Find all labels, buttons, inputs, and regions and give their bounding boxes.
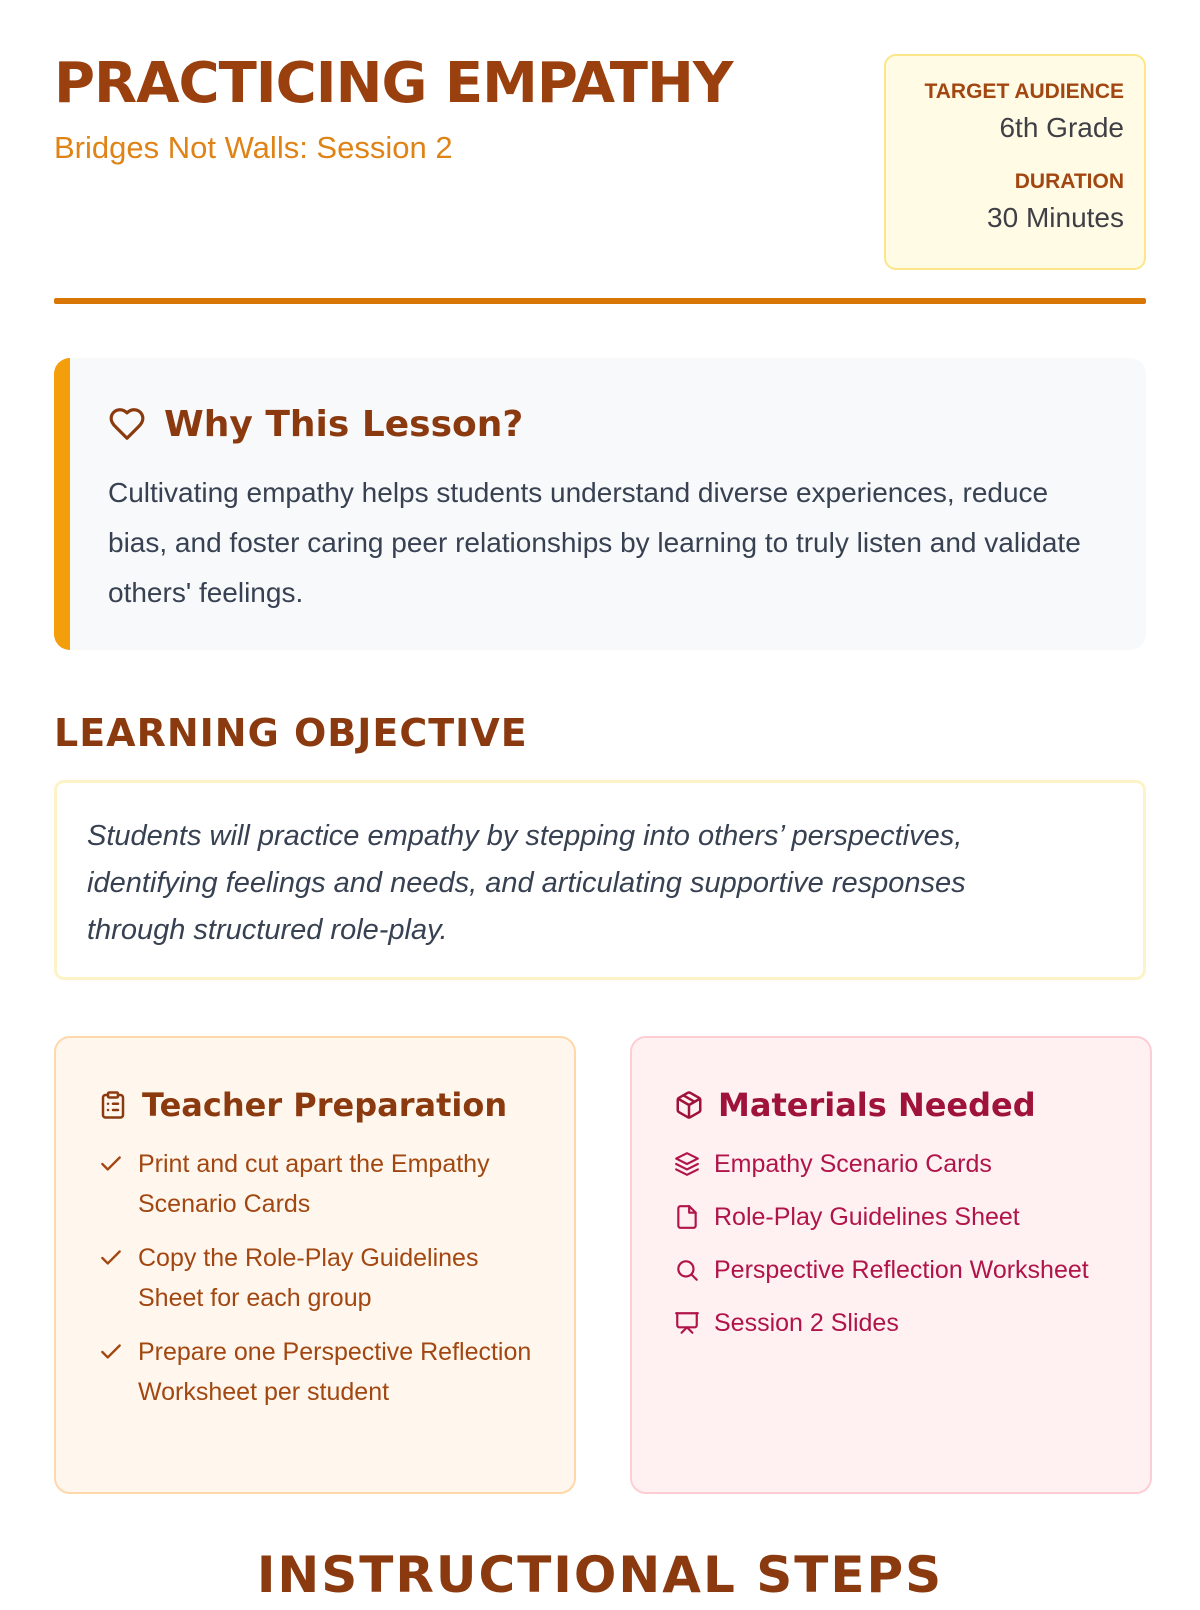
preparation-item-text: Prepare one Perspective Reflection Worksheet per student — [138, 1338, 532, 1406]
header-divider — [54, 298, 1146, 304]
list-item — [98, 1144, 538, 1224]
search-icon — [674, 1257, 700, 1283]
check-icon — [98, 1245, 124, 1271]
list-item — [674, 1303, 1114, 1343]
check-icon — [98, 1339, 124, 1365]
heart-icon — [108, 405, 146, 443]
objective-text: Students will practice empathy by stepping into others’ perspectives, identifying feelings and needs, and articulating supportive responses through structured role-play. — [87, 820, 966, 946]
list-item — [674, 1250, 1114, 1290]
instructional-steps-heading: INSTRUCTIONAL STEPS — [256, 1546, 944, 1604]
preparation-item-text: Copy the Role-Play Guidelines Sheet for each group — [138, 1244, 479, 1312]
layers-icon — [674, 1151, 700, 1177]
list-item — [98, 1238, 538, 1318]
preparation-list — [98, 1144, 538, 1426]
why-text: Cultivating empathy helps students understand diverse experiences, reduce bias, and foster caring peer relationships by learning to truly listen and validate others' feelings. — [108, 477, 1081, 608]
teacher-preparation-card — [54, 1036, 576, 1494]
clipboard-icon — [98, 1090, 128, 1120]
materials-list — [674, 1144, 1114, 1356]
materials-header — [674, 1080, 1036, 1130]
package-icon — [674, 1090, 704, 1120]
materials-needed-card — [630, 1036, 1152, 1494]
materials-item-text: Session 2 Slides — [714, 1309, 899, 1337]
list-item — [674, 1144, 1114, 1184]
lesson-meta-box — [884, 54, 1146, 270]
page-title: PRACTICING EMPATHY — [54, 51, 733, 116]
list-item — [674, 1197, 1114, 1237]
lesson-header — [54, 40, 1146, 302]
materials-item-text: Empathy Scenario Cards — [714, 1150, 992, 1178]
why-header — [108, 400, 523, 448]
objective-box — [54, 780, 1146, 980]
target-audience-value: 6th Grade — [999, 112, 1124, 143]
list-item — [98, 1332, 538, 1412]
file-icon — [674, 1204, 700, 1230]
presentation-icon — [674, 1310, 700, 1336]
objective-heading: LEARNING OBJECTIVE — [54, 711, 528, 755]
materials-title: Materials Needed — [718, 1086, 1036, 1124]
preparation-header — [98, 1080, 507, 1130]
check-icon — [98, 1151, 124, 1177]
preparation-title: Teacher Preparation — [142, 1086, 508, 1124]
why-this-lesson-panel — [54, 358, 1146, 650]
preparation-item-text: Print and cut apart the Empathy Scenario Cards — [138, 1150, 490, 1218]
page-subtitle: Bridges Not Walls: Session 2 — [54, 130, 453, 165]
duration-value: 30 Minutes — [987, 202, 1124, 233]
materials-item-text: Perspective Reflection Worksheet — [714, 1256, 1089, 1284]
materials-item-text: Role-Play Guidelines Sheet — [714, 1203, 1020, 1231]
target-audience-label: TARGET AUDIENCE — [924, 80, 1124, 103]
duration-label: DURATION — [1014, 170, 1124, 193]
why-title: Why This Lesson? — [164, 403, 524, 445]
